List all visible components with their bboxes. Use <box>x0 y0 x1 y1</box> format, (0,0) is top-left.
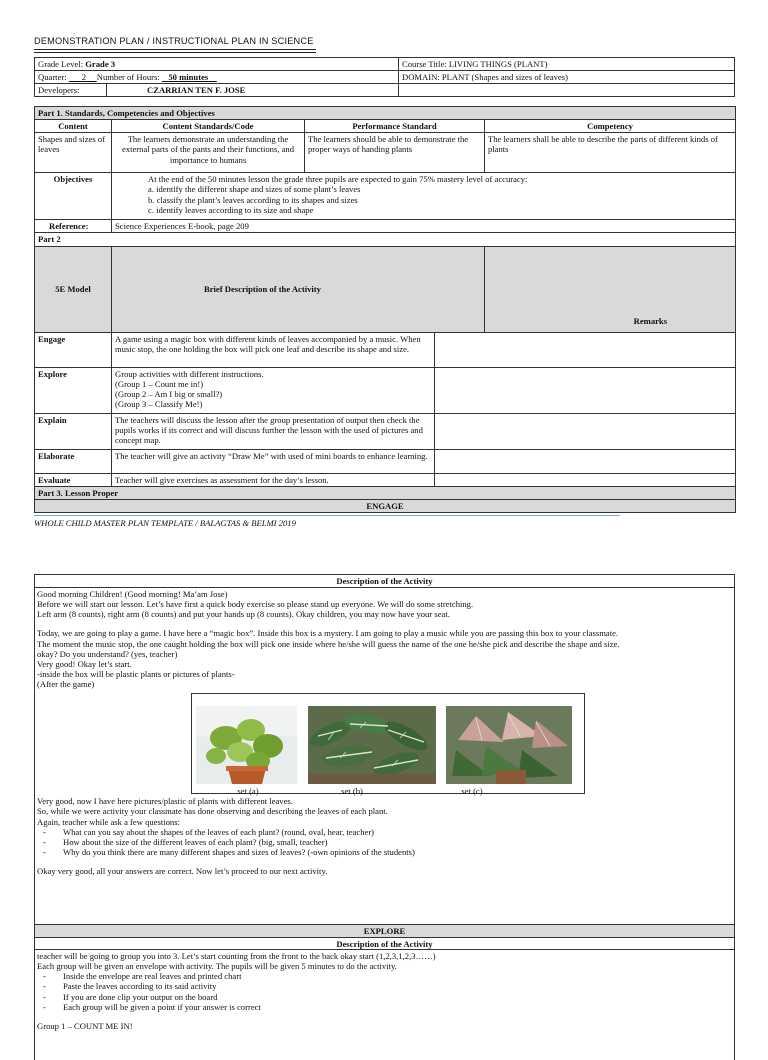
competency-value: The learners shall be able to describe the parts of different kinds of plants <box>485 133 736 173</box>
title-underline <box>34 49 316 50</box>
developers-value: CZARRIAN TEN F. JOSE <box>107 84 399 97</box>
col-performance: Performance Standard <box>305 120 485 133</box>
engage-description-body: Good morning Children! (Good morning! Ma’am Jose) Before we will start our lesson. Let’s have first a quick body exercise so please stand up everyone. We will do some stretching. Left arm (8 counts), right arm (8 counts) and put your hands up (8 counts). Okay children, you may now have your seat. Today, we are going to play a game. I have here a “magic box”. Inside this box is a mystery. I am going to play a music while you are passing this box to your classmate. The moment the music stop, the one caught holding the box will pick one inside where he/she will guess the name of the one he/she pick and describe the shape and size. okay? Do you understand? (yes, teacher) Very good! Okay let’s start. -inside the box will be plastic plants or pictures of plants- (After the game) set (a) set (b) set (c) Very good, now I have here pictures/plastic of plants with different leaves. So, while we were activity your classmate has done observing and describing the leaves of each plant. Again, teacher while ask a few questions: - What can you say about the shapes of the leaves of each plant? (round, oval, hear, teacher) - How about the size of the different leaves of each plant? (big, small, teacher) - Why do you think there are many different shapes and sizes of leaves? (-own opinions of the students) Okay very good, all your answers are correct. Now let’s proceed to our next activity. <box>35 588 734 925</box>
objectives-list: At the end of the 50 minutes lesson the grade three pupils are expected to gain 75% mastery level of accuracy: a. identify the different shape and sizes of some plant’s leaves b. classify the plant’s leaves according to its shapes and sizes c. identify leaves according to its size and shape <box>112 173 736 220</box>
col-competency: Competency <box>485 120 736 133</box>
group-1-title: Group 1 – COUNT ME IN! <box>37 1020 133 1031</box>
caption-set-a: set (a) <box>237 786 259 797</box>
explain-remarks <box>435 413 736 449</box>
explore-remarks <box>435 367 736 413</box>
engage-description: A game using a magic box with different kinds of leaves accompanied by a music. When music stop, the one holding the box will pick one leaf and describe its shape and size. <box>112 332 435 367</box>
plant-photo-set-a <box>196 706 297 784</box>
question-item: - Why do you think there are many different shapes and sizes of leaves? (-own opinions of the students) <box>37 847 732 857</box>
phase-elaborate: Elaborate <box>35 449 112 473</box>
developers-label: Developers: <box>35 84 107 97</box>
evaluate-description: Teacher will give exercises as assessment for the day’s lesson. <box>112 473 435 486</box>
plant-photo-set-b <box>308 706 436 784</box>
explore-description-body: teacher will be going to group you into 3. Let’s start counting from the front to the back okay start (1,2,3,1,2,3……) Each group will be given an envelope with activity. The pupils will be given 5 minutes to do the activity. - Inside the envelope are real leaves and printed chart - Paste the leaves according to its said activity - If you are done clip your output on the board - Each group will be given a point if your answer is correct Group 1 – COUNT ME IN! <box>35 950 734 1060</box>
col-5e-model: 5E Model <box>35 246 112 332</box>
col-content: Content <box>35 120 112 133</box>
col-standards: Content Standards/Code <box>112 120 305 133</box>
quarter-cell: Quarter: 2 Number of Hours: 50 minutes <box>35 71 399 84</box>
phase-evaluate: Evaluate <box>35 473 112 486</box>
engage-closing: Okay very good, all your answers are correct. Now let’s proceed to our next activity. <box>37 866 328 877</box>
lesson-proper-section <box>34 574 735 1060</box>
caption-set-b: set (b) <box>341 786 363 797</box>
engage-remarks <box>435 332 736 367</box>
reference-label: Reference: <box>35 220 112 233</box>
phase-engage: Engage <box>35 332 112 367</box>
elaborate-remarks <box>435 449 736 473</box>
template-footer: WHOLE CHILD MASTER PLAN TEMPLATE / BALAGTAS & BELMI 2019 <box>34 518 296 528</box>
part3-title: Part 3. Lesson Proper <box>35 486 736 499</box>
document-title: DEMONSTRATION PLAN / INSTRUCTIONAL PLAN IN SCIENCE <box>34 36 314 46</box>
explore-description: Group activities with different instructions. (Group 1 – Count me in!) (Group 2 – Am I big or small?) (Group 3 – Classify Me!) <box>112 367 435 413</box>
reference-value: Science Experiences E-book, page 209 <box>112 220 736 233</box>
empty-cell <box>399 84 735 97</box>
question-item: - What can you say about the shapes of the leaves of each plant? (round, oval, hear, teacher) <box>37 827 732 837</box>
col-brief-description: Brief Description of the Activity <box>112 246 485 332</box>
part1-title: Part 1. Standards, Competencies and Objectives <box>35 107 736 120</box>
title-underline-double <box>34 52 316 53</box>
question-item: - How about the size of the different leaves of each plant? (big, small, teacher) <box>37 837 732 847</box>
engage-description-heading: Description of the Activity <box>35 575 734 588</box>
explore-label: EXPLORE <box>35 925 734 938</box>
footer-rule <box>34 515 620 516</box>
domain-cell: DOMAIN: PLANT (Shapes and sizes of leaves) <box>399 71 735 84</box>
course-cell: Course Title: LIVING THINGS (PLANT) <box>399 58 735 71</box>
explore-bullet: - Paste the leaves according to its said activity <box>37 981 732 991</box>
explore-description-heading: Description of the Activity <box>35 938 734 950</box>
plant-photo-set-c <box>446 706 572 784</box>
performance-value: The learners should be able to demonstrate the proper ways of handing plants <box>305 133 485 173</box>
phase-explain: Explain <box>35 413 112 449</box>
phase-explore: Explore <box>35 367 112 413</box>
engage-label: ENGAGE <box>35 499 736 512</box>
content-value: Shapes and sizes of leaves <box>35 133 112 173</box>
header-info-table <box>34 57 735 97</box>
explore-bullet: - Each group will be given a point if your answer is correct <box>37 1002 732 1012</box>
caption-set-c: set (c) <box>461 786 483 797</box>
evaluate-remarks <box>435 473 736 486</box>
objectives-label: Objectives <box>35 173 112 220</box>
standards-value: The learners demonstrate an understanding the external parts of the pants and their functions, and importance to humans <box>112 133 305 173</box>
col-remarks: Remarks <box>485 246 736 332</box>
grade-cell: Grade Level: Grade 3 <box>35 58 399 71</box>
standards-table <box>34 106 736 513</box>
elaborate-description: The teacher will give an activity “Draw Me” with used of mini boards to enhance learning. <box>112 449 435 473</box>
explain-description: The teachers will discuss the lesson after the group presentation of output then check the pupils works if its correct and will discuss further the lesson with the used of pictures and concept map. <box>112 413 435 449</box>
plant-pictures-frame <box>191 693 585 797</box>
explore-bullet: - If you are done clip your output on the board <box>37 992 732 1002</box>
part2-title: Part 2 <box>35 233 736 246</box>
explore-bullet: - Inside the envelope are real leaves and printed chart <box>37 971 732 981</box>
